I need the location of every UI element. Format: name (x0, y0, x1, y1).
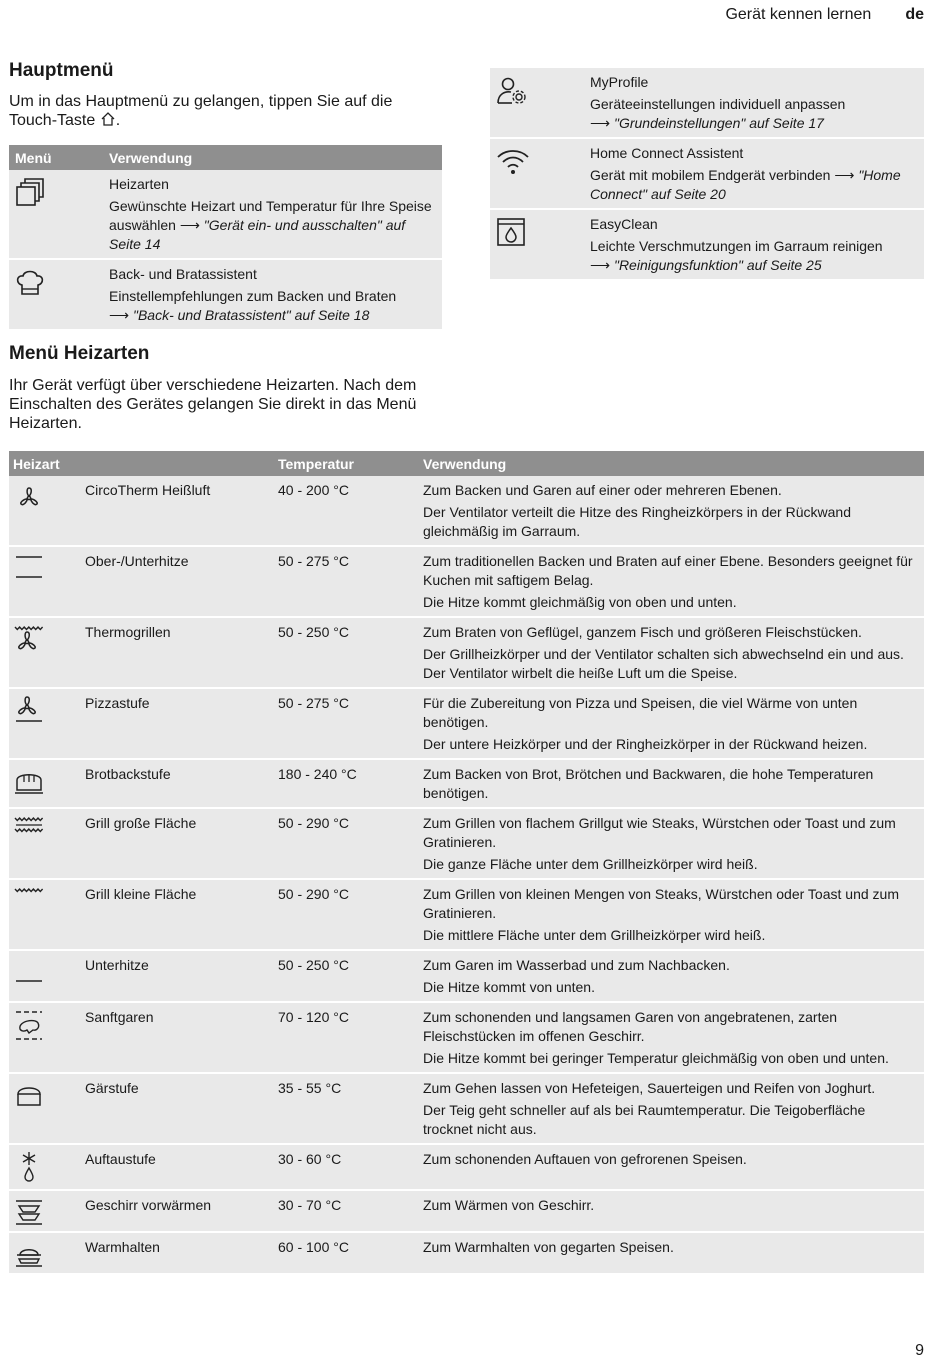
col-menu: Menü (15, 149, 52, 166)
table-row: Home Connect Assistent Gerät mit mobilem Endgerät verbinden ⟶ "Home Connect" auf Seite 20 (490, 139, 924, 210)
table-row (9, 1003, 924, 1074)
heizart-usage (423, 623, 924, 683)
wifi-icon (490, 144, 590, 204)
slow-cook-icon (9, 1008, 85, 1068)
section-title: Gerät kennen lernen (725, 6, 872, 23)
table-row (9, 1145, 924, 1191)
heizart-temperature: 30 - 60 °C (278, 1151, 342, 1167)
heizarten-intro: Ihr Gerät verfügt über verschiedene Heizarten. Nach dem Einschalten des Gerätes gelangen Sie direkt in das Menü Heizarten. (9, 377, 417, 432)
heizart-name: Grill kleine Fläche (85, 886, 197, 902)
heizart-temperature: 50 - 250 °C (278, 957, 349, 973)
heizart-usage (423, 1196, 924, 1227)
proofing-icon (9, 1079, 85, 1139)
heizart-usage (423, 694, 924, 754)
grill-large-icon (9, 814, 85, 874)
heizart-temperature: 50 - 250 °C (278, 624, 349, 640)
usage-text: Zum Braten von Geflügel, ganzem Fisch und größeren Fleischstücken. (423, 624, 862, 640)
heizart-name: Thermogrillen (85, 624, 171, 640)
menu-item-title: Home Connect Assistent (590, 145, 744, 161)
page-reference: "Gerät ein- und ausschalten" auf Seite 14 (109, 217, 406, 252)
heizart-temperature: 50 - 290 °C (278, 815, 349, 831)
thermogrill-icon (9, 623, 85, 683)
bottom-heat-icon (9, 956, 85, 997)
heizart-name: Brotbackstufe (85, 766, 171, 782)
heizart-usage (423, 885, 924, 945)
usage-text: Zum Warmhalten von gegarten Speisen. (423, 1239, 674, 1255)
heizart-name: Gärstufe (85, 1080, 139, 1096)
menu-item-title: MyProfile (590, 74, 649, 90)
table-row (9, 760, 924, 809)
heizart-usage (423, 1238, 924, 1269)
bread-icon (9, 765, 85, 803)
menu-item-title: Heizarten (109, 176, 169, 192)
col-temperatur: Temperatur (278, 455, 354, 472)
hauptmenu-intro: Um in das Hauptmenü zu gelangen, tippen Sie auf die Touch-Taste . (9, 93, 393, 129)
col-heizart: Heizart (13, 455, 60, 472)
usage-text: Die Hitze kommt bei geringer Temperatur gleichmäßig von oben und unten. (423, 1050, 889, 1066)
table-row (9, 476, 924, 547)
usage-text: Zum traditionellen Backen und Braten auf einer Ebene. Besonders geeignet für Kuchen mit saftigem Belag. (423, 553, 913, 588)
heizart-name: CircoTherm Heißluft (85, 482, 211, 498)
menu-item-title: EasyClean (590, 216, 658, 232)
heizart-usage (423, 956, 924, 997)
heizart-name: Pizzastufe (85, 695, 150, 711)
usage-text: Zum Wärmen von Geschirr. (423, 1197, 595, 1213)
usage-text: Zum schonenden und langsamen Garen von angebratenen, zarten Fleischstücken im offenen Geschirr. (423, 1009, 838, 1044)
table-row (9, 689, 924, 760)
heizart-usage (423, 481, 924, 541)
page-number: 9 (915, 1342, 924, 1359)
hauptmenu-title: Hauptmenü (9, 60, 114, 81)
heizart-usage (423, 1079, 924, 1139)
page-reference: "Grundeinstellungen" auf Seite 17 (613, 115, 824, 131)
heizart-temperature: 50 - 290 °C (278, 886, 349, 902)
heizart-name: Auftaustufe (85, 1151, 156, 1167)
table-row: Heizarten Gewünschte Heizart und Temperatur für Ihre Speise auswählen ⟶ "Gerät ein- und ausschalten" auf Seite 14 (9, 170, 442, 260)
pizza-icon (9, 694, 85, 754)
table-row (9, 1233, 924, 1273)
usage-text: Zum Backen von Brot, Brötchen und Backwaren, die hohe Temperaturen benötigen. (423, 766, 874, 801)
menu-item-title: Back- und Bratassistent (109, 266, 257, 282)
usage-text: Zum Grillen von kleinen Mengen von Steaks, Würstchen oder Toast und zum Gratinieren. (423, 886, 899, 921)
heizart-temperature: 35 - 55 °C (278, 1080, 342, 1096)
heizart-temperature: 70 - 120 °C (278, 1009, 349, 1025)
table-row: EasyClean Leichte Verschmutzungen im Garraum reinigen ⟶ "Reinigungsfunktion" auf Seite 25 (490, 210, 924, 279)
table-row (9, 951, 924, 1003)
table-row (9, 1074, 924, 1145)
heizart-usage (423, 1150, 924, 1185)
page-header (725, 6, 924, 24)
heizart-usage (423, 1008, 924, 1068)
table-row (9, 1191, 924, 1233)
heizart-name: Ober-/Unterhitze (85, 553, 189, 569)
heizart-name: Unterhitze (85, 957, 149, 973)
table-header (9, 145, 442, 170)
top-bottom-heat-icon (9, 552, 85, 612)
hauptmenu-table-left (9, 145, 442, 329)
col-use: Verwendung (109, 149, 193, 166)
heizarten-table (9, 451, 924, 1273)
usage-text: Die Hitze kommt von unten. (423, 979, 595, 995)
table-header (9, 451, 924, 476)
usage-text: Zum Garen im Wasserbad und zum Nachbacken. (423, 957, 730, 973)
usage-text: Zum schonenden Auftauen von gefrorenen Speisen. (423, 1151, 747, 1167)
col-verwendung: Verwendung (423, 455, 507, 472)
usage-text: Der Ventilator verteilt die Hitze des Ringheizkörpers in der Rückwand gleichmäßig im Garraum. (423, 504, 851, 539)
chef-hat-icon (9, 265, 109, 325)
fan-icon (9, 481, 85, 541)
heizart-usage (423, 814, 924, 874)
heizart-temperature: 180 - 240 °C (278, 766, 357, 782)
heizart-temperature: 50 - 275 °C (278, 553, 349, 569)
hauptmenu-table-right (490, 68, 924, 279)
table-row (9, 809, 924, 880)
page-reference: "Reinigungsfunktion" auf Seite 25 (613, 257, 822, 273)
easyclean-icon (490, 215, 590, 275)
usage-text: Die Hitze kommt gleichmäßig von oben und unten. (423, 594, 737, 610)
table-row (9, 547, 924, 618)
defrost-icon (9, 1150, 85, 1185)
heizart-name: Geschirr vorwärmen (85, 1197, 212, 1213)
usage-text: Für die Zubereitung von Pizza und Speisen, die viel Wärme von unten benötigen. (423, 695, 858, 730)
heizart-temperature: 60 - 100 °C (278, 1239, 349, 1255)
heizart-temperature: 30 - 70 °C (278, 1197, 342, 1213)
usage-text: Zum Grillen von flachem Grillgut wie Steaks, Würstchen oder Toast und zum Gratinieren. (423, 815, 896, 850)
table-row: MyProfile Geräteeinstellungen individuell anpassen ⟶ "Grundeinstellungen" auf Seite 17 (490, 68, 924, 139)
usage-text: Die mittlere Fläche unter dem Grillheizkörper wird heiß. (423, 927, 766, 943)
keep-warm-icon (9, 1238, 85, 1269)
table-row (9, 618, 924, 689)
table-row (9, 880, 924, 951)
usage-text: Die ganze Fläche unter dem Grillheizkörper wird heiß. (423, 856, 758, 872)
plate-warm-icon (9, 1196, 85, 1227)
heizart-name: Grill große Fläche (85, 815, 197, 831)
myprofile-icon (490, 73, 590, 133)
usage-text: Zum Gehen lassen von Hefeteigen, Sauerteigen und Reifen von Joghurt. (423, 1080, 876, 1096)
heizart-temperature: 50 - 275 °C (278, 695, 349, 711)
heizart-name: Warmhalten (85, 1239, 160, 1255)
heizart-usage (423, 765, 924, 803)
heizart-temperature: 40 - 200 °C (278, 482, 349, 498)
grill-small-icon (9, 885, 85, 945)
usage-text: Zum Backen und Garen auf einer oder mehreren Ebenen. (423, 482, 782, 498)
usage-text: Der Grillheizkörper und der Ventilator schalten sich abwechselnd ein und aus. Der Ventilator wirbelt die heiße Luft um die Speise. (423, 646, 904, 681)
table-row: Back- und Bratassistent Einstellempfehlungen zum Backen und Braten ⟶ "Back- und Bratassistent" auf Seite 18 (9, 260, 442, 329)
usage-text: Der untere Heizkörper und der Ringheizkörper in der Rückwand heizen. (423, 736, 868, 752)
home-icon (100, 111, 116, 127)
heizart-name: Sanftgaren (85, 1009, 154, 1025)
page-reference: "Back- und Bratassistent" auf Seite 18 (132, 307, 370, 323)
page-reference: "Home Connect" auf Seite 20 (590, 167, 901, 202)
heizart-usage (423, 552, 924, 612)
usage-text: Der Teig geht schneller auf als bei Raumtemperatur. Die Teigoberfläche trocknet nicht aus. (423, 1102, 866, 1137)
heizarten-title: Menü Heizarten (9, 343, 150, 364)
heizarten-icon (9, 175, 109, 254)
language-code: de (905, 6, 924, 23)
